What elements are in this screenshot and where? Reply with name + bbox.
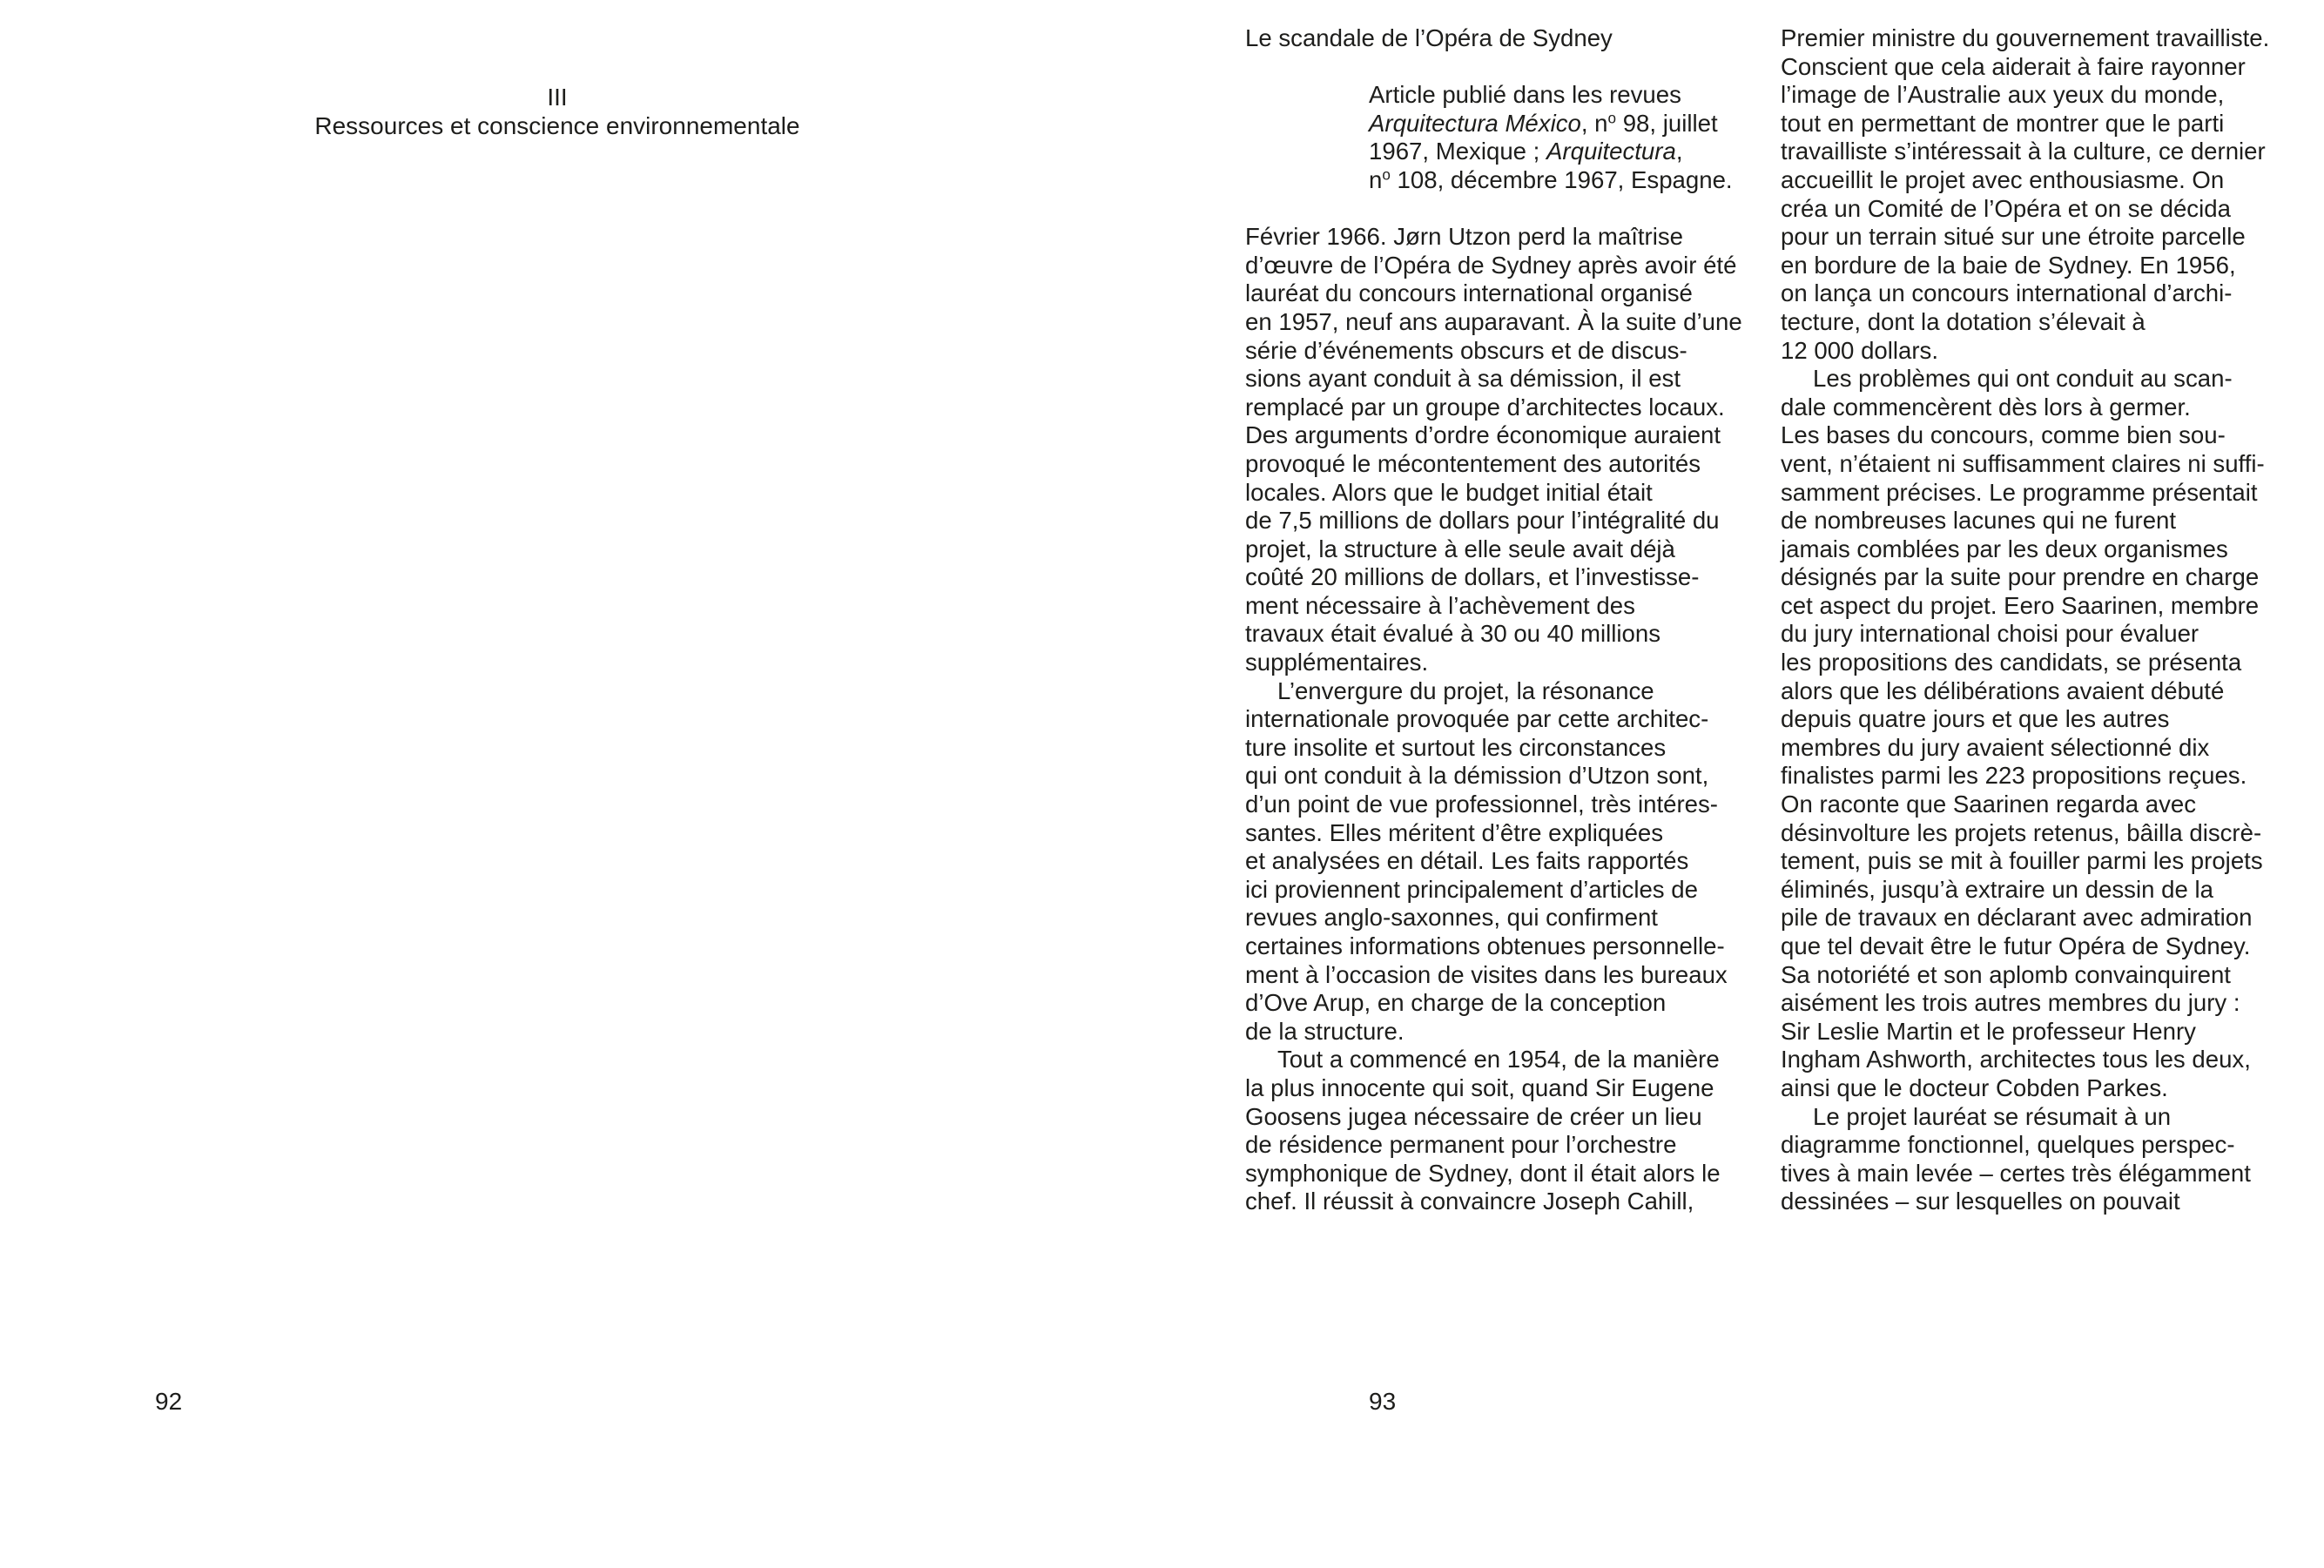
column-1-line: Des arguments d’ordre économique auraient	[1245, 421, 1721, 449]
column-1-line: série d’événements obscurs et de discus-	[1245, 336, 1687, 364]
column-1-line: Goosens jugea nécessaire de créer un lieu	[1245, 1102, 1702, 1130]
column-2-line: membres du jury avaient sélectionné dix	[1781, 733, 2210, 761]
column-2-line: désignés par la suite pour prendre en charge	[1781, 563, 2260, 591]
column-2-line: 12 000 dollars.	[1781, 336, 1939, 364]
column-2-line: du jury international choisi pour évaluer	[1781, 620, 2199, 648]
source-note-line: 1967, Mexique ; Arquitectura,	[1369, 138, 1683, 165]
column-2-line: depuis quatre jours et que les autres	[1781, 705, 2170, 733]
column-2-line: ainsi que le docteur Cobden Parkes.	[1781, 1073, 2168, 1101]
column-2-line: vent, n’étaient ni suffisamment claires ni suffi-	[1781, 449, 2265, 477]
column-2-line: finalistes parmi les 223 propositions reçues.	[1781, 762, 2247, 790]
column-1-line: projet, la structure à elle seule avait déjà	[1245, 535, 1675, 562]
column-1-body	[1245, 223, 1742, 1216]
column-1-line: provoqué le mécontentement des autorités	[1245, 449, 1701, 477]
column-2-line: dessinées – sur lesquelles on pouvait	[1781, 1188, 2180, 1215]
column-2-line: samment précises. Le programme présentait	[1781, 478, 2258, 506]
column-1-line: ment à l’occasion de visites dans les bureaux	[1245, 960, 1728, 988]
column-2-line: Premier ministre du gouvernement travailliste.	[1781, 24, 2270, 51]
column-1-line: chef. Il réussit à convaincre Joseph Cahill,	[1245, 1188, 1694, 1215]
column-2-line: Conscient que cela aiderait à faire rayonner	[1781, 52, 2246, 80]
column-1-line: lauréat du concours international organisé	[1245, 279, 1693, 307]
column-2-line: pile de travaux en déclarant avec admiration	[1781, 904, 2253, 932]
column-1-line: d’œuvre de l’Opéra de Sydney après avoir été	[1245, 251, 1737, 279]
column-1-line: et analysées en détail. Les faits rapportés	[1245, 847, 1689, 875]
source-note-line: $n^o$ 108, décembre 1967, Espagne.	[1369, 165, 1733, 193]
column-1-line: supplémentaires.	[1245, 649, 1429, 676]
column-2-line: les propositions des candidats, se présenta	[1781, 649, 2242, 676]
column-2-line: diagramme fonctionnel, quelques perspec-	[1781, 1131, 2235, 1159]
column-1-line: coûté 20 millions de dollars, et l’investisse-	[1245, 563, 1700, 591]
column-1-line: remplacé par un groupe d’architectes locaux.	[1245, 393, 1725, 421]
column-2-line: désinvolture les projets retenus, bâilla discrè-	[1781, 818, 2262, 846]
chapter-heading	[0, 84, 1115, 140]
source-note	[1369, 81, 1742, 194]
text-column-2	[1781, 24, 2269, 1216]
column-2-line: On raconte que Saarinen regarda avec	[1781, 791, 2197, 818]
column-1-line: ment nécessaire à l’achèvement des	[1245, 591, 1635, 619]
column-2-line: jamais comblées par les deux organismes	[1781, 535, 2228, 562]
page-number-left: 92	[155, 1388, 183, 1415]
column-1-line: symphonique de Sydney, dont il était alors le	[1245, 1159, 1721, 1187]
column-2-line: pour un terrain situé sur une étroite parcelle	[1781, 223, 2246, 251]
page-number-right: 93	[1369, 1388, 1397, 1415]
column-1-line: travaux était évalué à 30 ou 40 millions	[1245, 620, 1661, 648]
column-2-line: que tel devait être le futur Opéra de Sydney.	[1781, 932, 2251, 959]
column-2-line: tement, puis se mit à fouiller parmi les projets	[1781, 847, 2263, 875]
column-2-line: Les bases du concours, comme bien sou-	[1781, 421, 2226, 449]
column-2-line: cet aspect du projet. Eero Saarinen, membre	[1781, 591, 2260, 619]
column-2-line: Ingham Ashworth, architectes tous les deux,	[1781, 1046, 2251, 1073]
source-note-line: Article publié dans les revues	[1369, 81, 1681, 109]
column-1-line: sions ayant conduit à sa démission, il est	[1245, 365, 1681, 393]
column-2-line: aisément les trois autres membres du jury :	[1781, 989, 2240, 1017]
column-1-line: internationale provoquée par cette architec-	[1245, 705, 1709, 733]
column-1-line: santes. Elles méritent d’être expliquées	[1245, 818, 1664, 846]
column-2-line: l’image de l’Australie aux yeux du monde,	[1781, 81, 2225, 109]
column-2-line: Sir Leslie Martin et le professeur Henry	[1781, 1017, 2196, 1045]
column-2-body	[1781, 24, 2269, 1216]
chapter-number: III	[547, 84, 568, 111]
column-1-line: d’Ove Arup, en charge de la conception	[1245, 989, 1667, 1017]
column-1-line: Février 1966. Jørn Utzon perd la maîtrise	[1245, 223, 1684, 251]
column-2-line: créa un Comité de l’Opéra et on se décida	[1781, 194, 2231, 222]
column-2-line: tives à main levée – certes très élégamment	[1781, 1159, 2251, 1187]
source-note-line: Arquitectura México, $n^o$ 98, juillet	[1369, 109, 1718, 137]
column-2-line: dale commencèrent dès lors à germer.	[1781, 393, 2191, 421]
column-2-line: alors que les délibérations avaient débuté	[1781, 676, 2225, 704]
column-2-line: éliminés, jusqu’à extraire un dessin de la	[1781, 875, 2213, 903]
column-2-line: tecture, dont la dotation s’élevait à	[1781, 307, 2145, 335]
column-1-line: L’envergure du projet, la résonance	[1277, 676, 1654, 704]
column-1-line: la plus innocente qui soit, quand Sir Eugene	[1245, 1073, 1714, 1101]
column-2-line: Sa notoriété et son aplomb convainquirent	[1781, 960, 2231, 988]
column-1-line: qui ont conduit à la démission d’Utzon sont,	[1245, 762, 1709, 790]
article-title: Le scandale de l’Opéra de Sydney	[1245, 24, 1613, 51]
column-1-line: locales. Alors que le budget initial était	[1245, 478, 1653, 506]
column-1-line: certaines informations obtenues personnelle-	[1245, 932, 1725, 959]
column-1-line: revues anglo-saxonnes, qui confirment	[1245, 904, 1658, 932]
column-2-line: Les problèmes qui ont conduit au scan-	[1813, 365, 2233, 393]
column-1-line: de résidence permanent pour l’orchestre	[1245, 1131, 1677, 1159]
right-page	[1162, 0, 2324, 1568]
column-1-line: de la structure.	[1245, 1017, 1405, 1045]
column-2-line: tout en permettant de montrer que le parti	[1781, 109, 2225, 137]
column-2-line: Le projet lauréat se résumait à un	[1813, 1102, 2172, 1130]
column-2-line: en bordure de la baie de Sydney. En 1956,	[1781, 251, 2236, 279]
chapter-title: Ressources et conscience environnementale	[314, 111, 800, 139]
column-1-line: ici proviennent principalement d’articles de	[1245, 875, 1698, 903]
column-2-line: travailliste s’intéressait à la culture, ce dernier	[1781, 138, 2266, 165]
column-1-line: Tout a commencé en 1954, de la manière	[1277, 1046, 1720, 1073]
column-2-line: de nombreuses lacunes qui ne furent	[1781, 507, 2177, 535]
column-1-line: en 1957, neuf ans auparavant. À la suite d’une	[1245, 307, 1742, 335]
column-2-line: accueillit le projet avec enthousiasme. On	[1781, 165, 2225, 193]
text-column-1	[1245, 24, 1742, 1216]
column-1-line: ture insolite et surtout les circonstances	[1245, 733, 1667, 761]
column-1-line: d’un point de vue professionnel, très intéres-	[1245, 791, 1718, 818]
column-1-line: de 7,5 millions de dollars pour l’intégralité du	[1245, 507, 1720, 535]
column-2-line: on lança un concours international d’archi-	[1781, 279, 2233, 307]
